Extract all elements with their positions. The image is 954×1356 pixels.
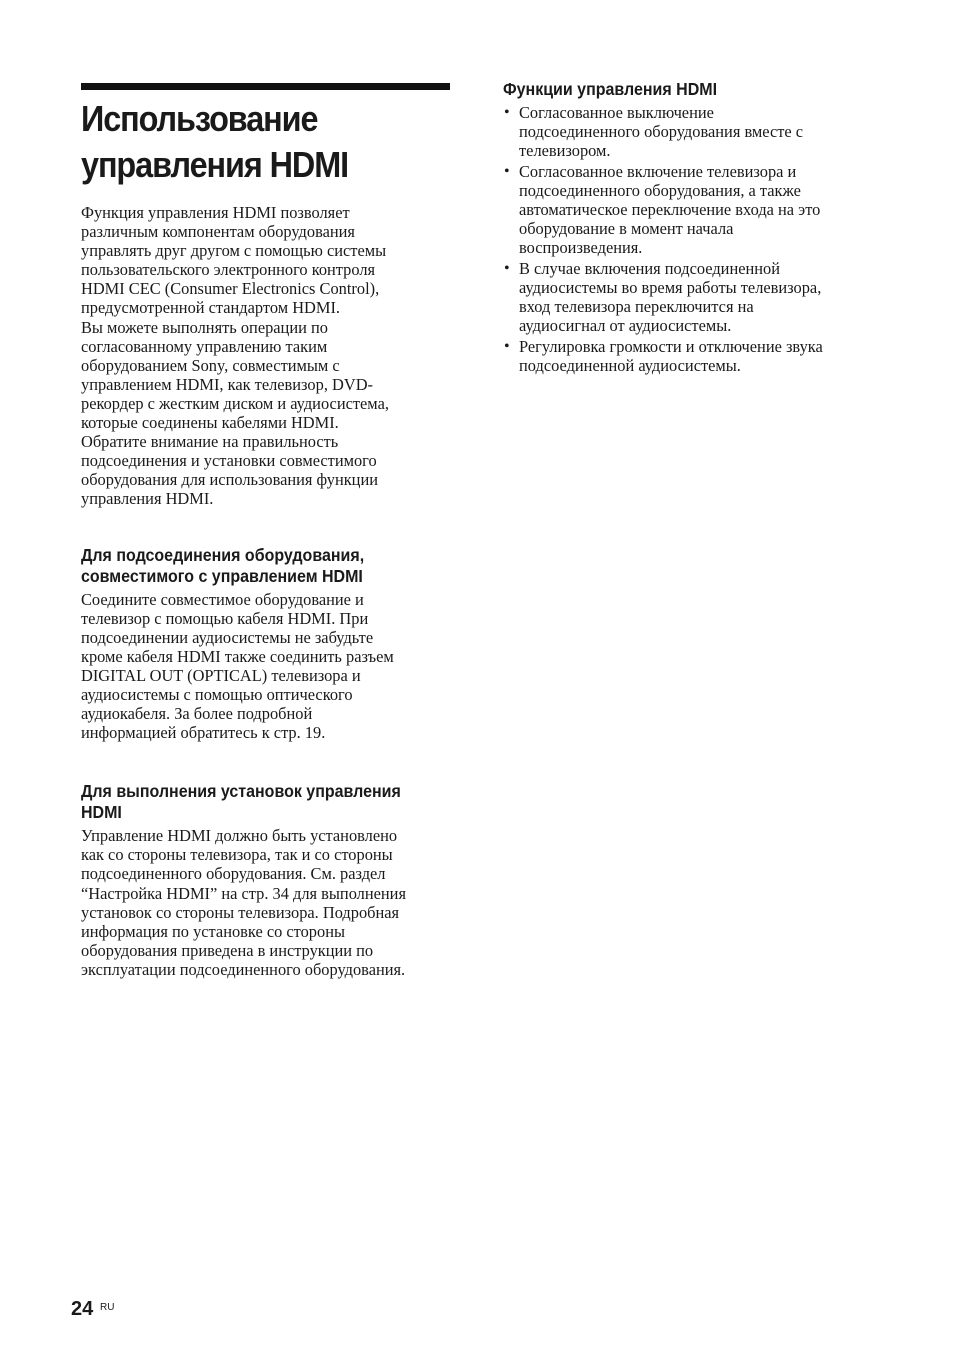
intro-paragraph: Функция управления HDMI позволяет различным компонентам оборудования управлять друг другом с помощью системы пользовательского электронного контроля HDMI CEC (Consumer Electronics Control), предусмотренной стандартом HDMI. Вы можете выполнять операции по согласованному управлению таким оборудованием Sony, совместимым с управлением HDMI, как телевизор, DVD- рекордер с жестким диском и аудиосистема, которые соединены кабелями HDMI. Обратите внимание на правильность подсоединения и установки совместимого оборудования для использования функции управления HDMI. [81,203,389,509]
bullet-icon: • [504,259,510,277]
section-setup [81,781,453,979]
list-item [503,337,875,375]
section-connect-body: Соедините совместимое оборудование и телевизор с помощью кабеля HDMI. При подсоединении аудиосистемы не забудьте кроме кабеля HDMI также соединить разъем DIGITAL OUT (OPTICAL) телевизора и аудиосистемы с помощью оптического аудиокабеля. За более подробной информацией обратитесь к стр. 19. [81,589,394,743]
list-item-text: Согласованное включение телевизора и подсоединенного оборудования, а также автоматическое переключение входа на это оборудование в момент начала воспроизведения. [519,161,821,258]
section-setup-heading: Для выполнения установок управления HDMI [81,781,401,823]
list-item [503,259,875,335]
bullet-icon: • [504,337,510,355]
page-number: 24 [71,1298,94,1320]
list-item [503,162,875,257]
page-language-code: RU [100,1302,115,1313]
section-connect-heading: Для подсоединения оборудования, совместимого с управлением HDMI [81,544,365,586]
bullet-icon: • [504,104,510,121]
section-connect [81,545,453,743]
section-functions-heading: Функции управления HDMI [503,79,718,99]
left-column [81,203,453,979]
list-item [503,103,875,160]
title-rule [81,83,450,90]
bullet-icon: • [504,162,510,180]
list-item-text: Согласованное выключение подсоединенного оборудования вместе с телевизором. [519,103,804,161]
page-title: Использование управления HDMI [81,98,349,185]
right-column [503,79,875,376]
list-item-text: В случае включения подсоединенной аудиосистемы во время работы телевизора, вход телевизора переключится на аудиосигнал от аудиосистемы. [519,258,822,336]
section-setup-body: Управление HDMI должно быть установлено как со стороны телевизора, так и со стороны подсоединенного оборудования. См. раздел “Настройка HDMI” на стр. 34 для выполнения установок со стороны телевизора. Подробная информация по установке со стороны оборудования приведена в инструкции по эксплуатации подсоединенного оборудования. [81,826,406,979]
functions-list [503,103,875,375]
list-item-text: Регулировка громкости и отключение звука подсоединенной аудиосистемы. [519,336,823,375]
